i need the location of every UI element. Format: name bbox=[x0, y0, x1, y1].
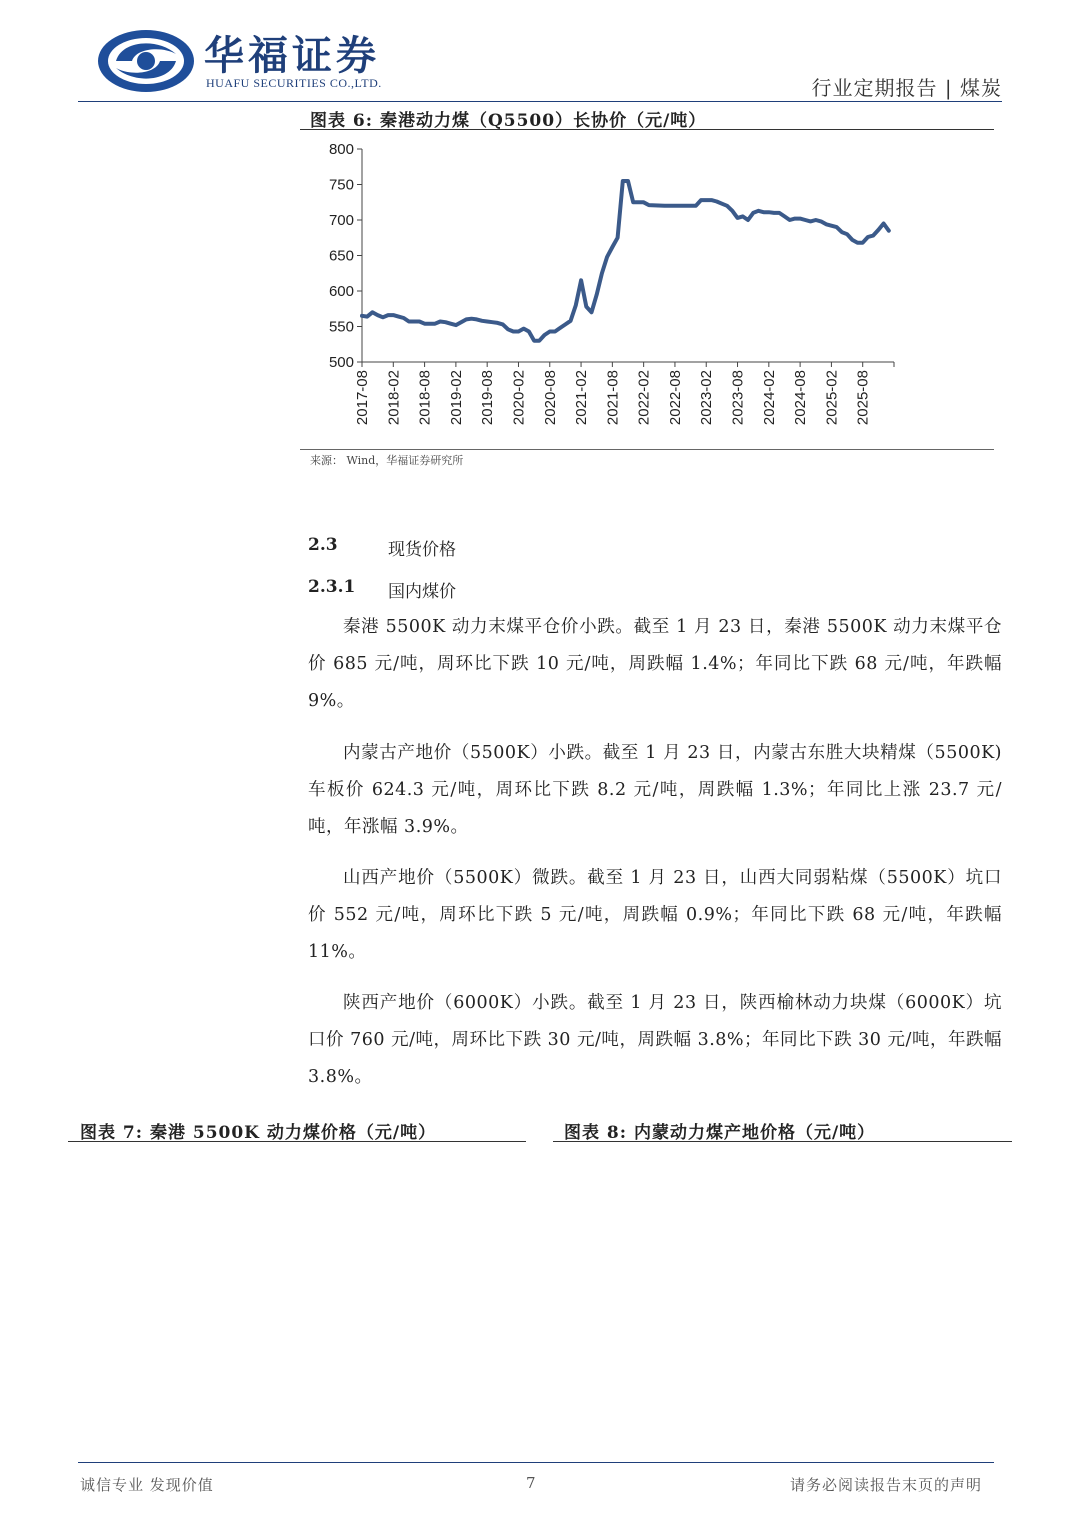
header-rule bbox=[78, 101, 1002, 102]
section-2-3-1-title: 国内煤价 bbox=[388, 582, 456, 602]
figure8-title: 图表 8: 内蒙动力煤产地价格（元/吨） bbox=[564, 1123, 876, 1143]
paragraph-qinhuangdao-price: 秦港 5500K 动力末煤平仓价小跌。截至 1 月 23 日，秦港 5500K 动力末煤平仓价 685 元/吨，周环比下跌 10 元/吨，周跌幅 1.4%；年同比下跌 68 元/吨，年跌幅 9%。 bbox=[308, 617, 1002, 711]
x-tick-label: 2020-08 bbox=[541, 370, 559, 426]
figure6-title-rule bbox=[300, 129, 994, 130]
x-tick-label: 2019-02 bbox=[447, 370, 465, 426]
figure6-source: 来源： Wind，华福证券研究所 bbox=[310, 454, 464, 467]
x-tick-label: 2019-08 bbox=[479, 370, 497, 426]
y-tick-label: 650 bbox=[328, 247, 354, 265]
chart-series-line bbox=[362, 181, 889, 341]
x-tick-label: 2021-08 bbox=[604, 370, 622, 426]
y-tick-label: 700 bbox=[328, 212, 354, 229]
report-type: 行业定期报告 | 煤炭 bbox=[811, 76, 1002, 100]
page-number: 7 bbox=[526, 1474, 537, 1492]
footer-disclaimer: 请务必阅读报告末页的声明 bbox=[790, 1476, 983, 1494]
x-tick-label: 2018-02 bbox=[385, 370, 403, 426]
figure8-title-rule bbox=[553, 1141, 1012, 1142]
x-tick-label: 2024-02 bbox=[760, 369, 778, 426]
figure7-title: 图表 7: 秦港 5500K 动力煤价格（元/吨） bbox=[80, 1123, 437, 1143]
figure6-source-rule bbox=[300, 449, 994, 450]
x-tick-label: 2018-08 bbox=[416, 370, 434, 426]
x-tick-label: 2023-08 bbox=[729, 370, 747, 426]
paragraph-inner-mongolia-price: 内蒙古产地价（5500K）小跌。截至 1 月 23 日，内蒙古东胜大块精煤（5500K) 车板价 624.3 元/吨，周环比下跌 8.2 元/吨，周跌幅 1.3%；年同比上涨 23.7 元/吨，年涨幅 3.9%。 bbox=[308, 743, 1002, 837]
section-2-3-1-number: 2.3.1 bbox=[308, 577, 356, 597]
section-2-3-title: 现货价格 bbox=[388, 540, 456, 560]
paragraph-shanxi-price: 山西产地价（5500K）微跌。截至 1 月 23 日，山西大同弱粘煤（5500K）坑口价 552 元/吨，周环比下跌 5 元/吨，周跌幅 0.9%；年同比下跌 68 元/吨，年跌幅 11%。 bbox=[308, 868, 1002, 962]
y-tick-label: 500 bbox=[328, 354, 354, 371]
brand-name-en: HUAFU SECURITIES CO.,LTD. bbox=[206, 76, 382, 90]
figure7-title-rule bbox=[68, 1141, 526, 1142]
x-tick-label: 2022-02 bbox=[635, 370, 653, 426]
footer-slogan: 诚信专业 发现价值 bbox=[80, 1476, 214, 1494]
y-tick-label: 550 bbox=[328, 318, 354, 336]
figure6-chart bbox=[300, 136, 1000, 441]
x-tick-label: 2025-08 bbox=[854, 370, 872, 426]
x-tick-label: 2024-08 bbox=[792, 370, 810, 426]
x-tick-label: 2021-02 bbox=[573, 370, 591, 426]
figure6-title: 图表 6: 秦港动力煤（Q5500）长协价（元/吨） bbox=[310, 111, 707, 131]
section-2-3-number: 2.3 bbox=[308, 535, 338, 555]
x-tick-label: 2022-08 bbox=[666, 370, 684, 426]
brand-name-cn: 华福证券 bbox=[204, 33, 380, 79]
x-tick-label: 2025-02 bbox=[823, 370, 841, 426]
y-tick-label: 800 bbox=[328, 141, 354, 158]
paragraph-shaanxi-price: 陕西产地价（6000K）小跌。截至 1 月 23 日，陕西榆林动力块煤（6000K）坑口价 760 元/吨，周环比下跌 30 元/吨，周跌幅 3.8%；年同比下跌 30 元/吨，年跌幅 3.8%。 bbox=[308, 993, 1002, 1087]
x-tick-label: 2017-08 bbox=[354, 370, 371, 426]
x-tick-label: 2023-02 bbox=[698, 370, 716, 426]
y-tick-label: 600 bbox=[328, 283, 354, 300]
x-tick-label: 2020-02 bbox=[510, 370, 528, 426]
footer-rule bbox=[78, 1462, 994, 1463]
y-tick-label: 750 bbox=[328, 176, 354, 194]
company-logo bbox=[96, 28, 196, 94]
